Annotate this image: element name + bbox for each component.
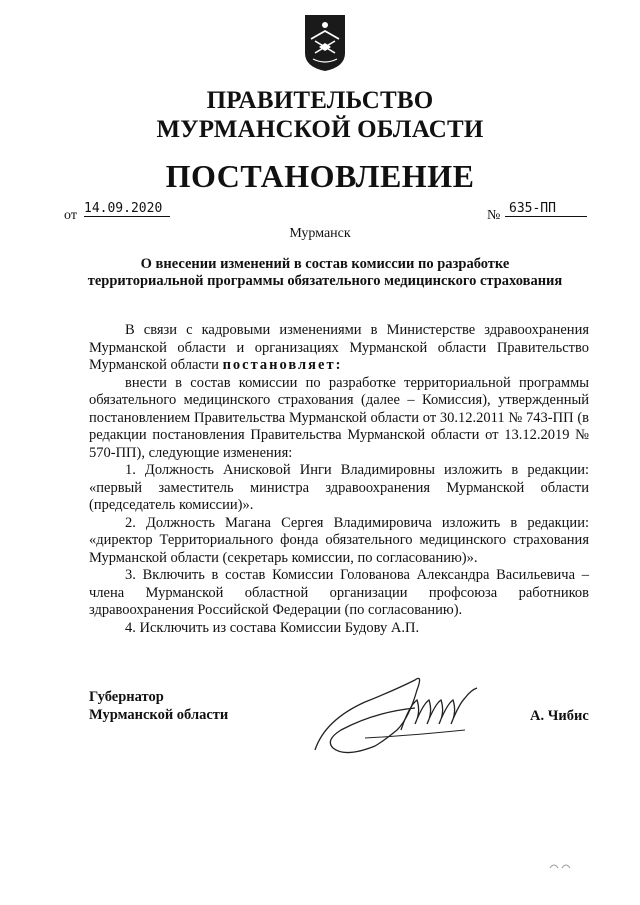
handwritten-signature bbox=[305, 660, 505, 770]
government-line-2: МУРМАНСКОЙ ОБЛАСТИ bbox=[156, 116, 484, 143]
signer-position-line-2: Мурманской области bbox=[89, 707, 229, 723]
list-item: 3. Включить в состав Комиссии Голованова Александра Васильевича – члена Мурманской областной организации профсоюза работников здравоохранения Российской Федерации (по согласованию). bbox=[89, 567, 589, 618]
paragraph-preamble bbox=[89, 322, 589, 375]
signer-position bbox=[89, 688, 228, 724]
preamble-verb: постановляет: bbox=[222, 357, 343, 373]
signer-name: А. Чибис bbox=[530, 708, 589, 724]
coat-of-arms-icon bbox=[303, 13, 347, 73]
scan-mark-icon bbox=[548, 858, 574, 872]
document-date: 14.09.2020 bbox=[84, 201, 170, 217]
city: Мурманск bbox=[289, 226, 351, 241]
government-heading bbox=[0, 86, 640, 144]
list-item: 1. Должность Анисковой Инги Владимировны изложить в редакции: «первый заместитель министра здравоохранения Мурманской области (председатель комиссии)». bbox=[89, 462, 589, 513]
document-title bbox=[60, 256, 590, 290]
document-body bbox=[89, 322, 589, 637]
government-line-1: ПРАВИТЕЛЬСТВО bbox=[206, 87, 434, 114]
document-type: ПОСТАНОВЛЕНИЕ bbox=[165, 158, 475, 194]
list-item: 2. Должность Магана Сергея Владимировича изложить в редакции: «директор Территориального фонда обязательного медицинского страхования Мурманской области (секретарь комиссии, по согласованию)». bbox=[89, 514, 589, 566]
date-prefix: от bbox=[64, 208, 77, 223]
title-line-1: О внесении изменений в состав комиссии по разработке bbox=[140, 256, 510, 272]
title-line-2: территориальной программы обязательного медицинского страхования bbox=[87, 273, 563, 289]
paragraph-resolution: внести в состав комиссии по разработке территориальной программы обязательного медицинского страхования (далее – Комиссия), утвержденный постановлением Правительства Мурманской области от 30.12.2011 № 743-ПП (в редакции постановления Правительства Мурманской области от 13.12.2019 № 570-ПП), следующие изменения: bbox=[89, 374, 589, 461]
signer-position-line-1: Губернатор bbox=[89, 689, 164, 705]
preamble-text: В связи с кадровыми изменениями в Министерстве здравоохранения Мурманской области и организациях Мурманской области Правительство Мурманской области bbox=[89, 322, 589, 373]
document-number: 635-ПП bbox=[505, 201, 587, 217]
number-prefix: № bbox=[487, 208, 501, 223]
list-item: 4. Исключить из состава Комиссии Будову А.П. bbox=[125, 619, 420, 636]
